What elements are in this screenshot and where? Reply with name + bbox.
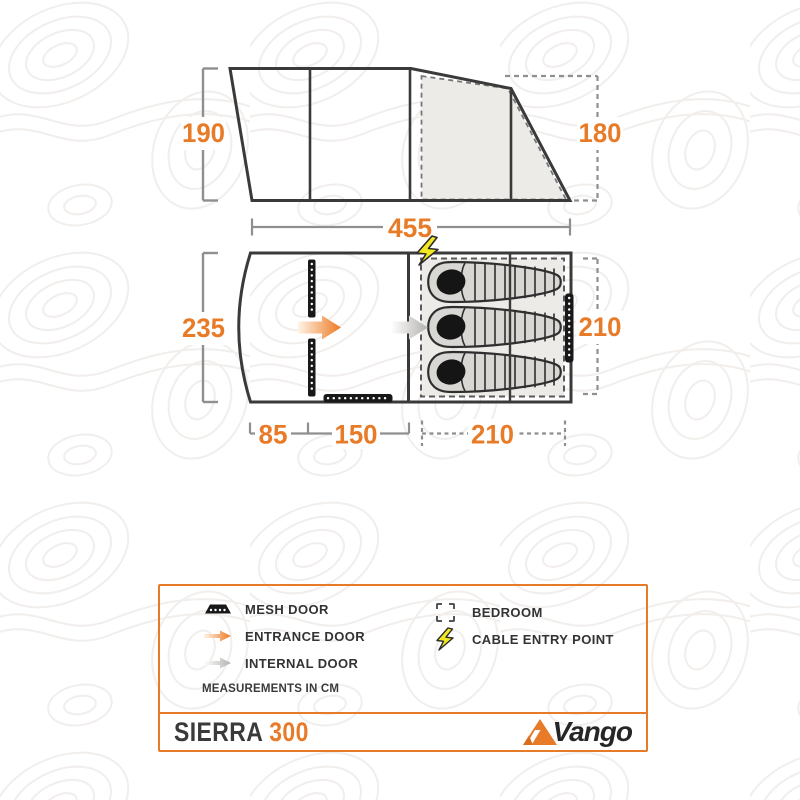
plan-width-label: 235 [182,313,225,343]
measurements-note: MEASUREMENTS IN CM [202,683,340,695]
bedroom-depth-label: 210 [471,419,514,450]
side-height-right-label: 180 [578,118,622,148]
mesh-door-icon [203,603,233,615]
legend-item-mesh-door [203,599,365,619]
model-title [174,717,309,748]
legend-label-cable-entry: CABLE ENTRY POINT [472,631,614,647]
bedroom-icon [430,603,460,622]
side-view [181,69,623,245]
entrance-door-arrow [298,316,341,340]
side-length-label: 455 [388,213,432,243]
model-size: 300 [269,716,309,747]
legend-box [158,584,648,752]
model-name: SIERRA [174,716,263,747]
legend-label-mesh-door: MESH DOOR [245,601,329,617]
floor-plan [180,236,623,450]
legend-item-cable-entry [430,629,614,649]
living-depth-label: 150 [334,419,378,450]
porch-depth-label: 85 [258,419,288,450]
legend-left-column [203,599,365,673]
legend-label-internal-door: INTERNAL DOOR [245,655,359,671]
side-view-bedroom-area [422,76,567,200]
cable-entry-icon [430,627,460,651]
legend-label-entrance-door: ENTRANCE DOOR [245,628,366,644]
entrance-door-icon [203,629,233,643]
legend-item-internal-door [203,653,365,673]
vango-logo [522,718,632,746]
internal-door-icon [203,656,233,670]
legend-item-entrance-door [203,626,365,646]
legend-footer [160,714,646,750]
legend-label-bedroom: BEDROOM [472,604,543,620]
legend-right-column [430,602,614,649]
bedroom-width-label: 210 [578,312,622,342]
legend-item-bedroom [430,602,614,622]
side-height-left-label: 190 [182,118,225,148]
brand-name: Vango [552,716,632,747]
